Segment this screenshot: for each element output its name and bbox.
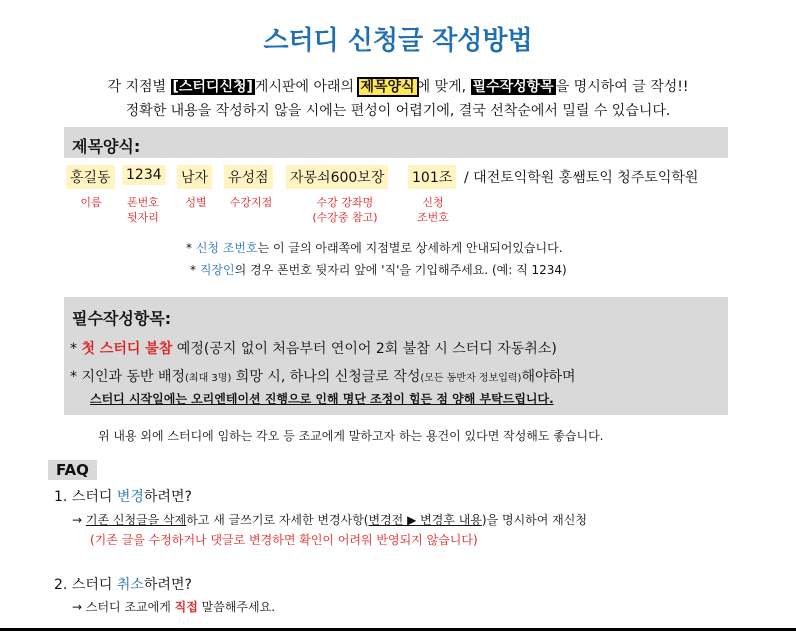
- faq-question-cancel: 2. 스터디 취소하려면?: [54, 577, 192, 593]
- intro-line-2: 정확한 내용을 작성하지 않을 시에는 편성이 어렵기에, 결국 선착순에서 밀릴 수 있습니다.: [125, 103, 671, 119]
- label-phone: 폰번호 뒷자리: [127, 196, 159, 224]
- bottom-divider: [0, 628, 796, 631]
- faq-answer-change-warning: (기존 글을 수정하거나 댓글로 변경하면 확인이 어려워 반영되지 않습니다): [90, 533, 478, 547]
- required-heading: 필수작성항목:: [72, 309, 172, 328]
- required-item-2: * 지인과 동반 배정(최대 3명) 희망 시, 하나의 신청글로 작성(모든 동반자 정보입력)해야하며: [70, 369, 576, 385]
- required-highlight: 필수작성항목: [472, 79, 554, 95]
- faq-question-change: 1. 스터디 변경하려면?: [54, 489, 192, 505]
- label-branch: 수강지점: [229, 196, 273, 209]
- label-gender: 성별: [185, 196, 207, 209]
- required-item-2-note: 스터디 시작일에는 오리엔테이션 진행으로 인해 명단 조정이 힘든 점 양해 부탁드립니다.: [90, 392, 554, 406]
- board-name: [스터디신청]: [172, 79, 253, 95]
- faq-answer-change: → 기존 신청글을 삭제하고 새 글쓰기로 자세한 변경사항(변경전 ▶ 변경후 내용)을 명시하여 재신청: [72, 513, 587, 527]
- format-highlight: 제목양식: [360, 79, 415, 95]
- chip-name: 홍길동: [66, 165, 115, 189]
- chip-course: 자몽쇠600보장: [286, 165, 388, 189]
- label-name: 이름: [80, 196, 102, 209]
- note-worker: * 직장인의 경우 폰번호 뒷자리 앞에 '직'을 기입해주세요. (예: 직 1234): [190, 263, 567, 277]
- chip-phone: 1234: [122, 165, 166, 185]
- format-box: [64, 127, 728, 158]
- faq-answer-cancel: → 스터디 조교에게 직접 말씀해주세요.: [72, 600, 276, 614]
- format-tail: / 대전토익학원 홍쌤토익 청주토익학원: [464, 170, 699, 186]
- required-item-1: * 첫 스터디 불참 예정(공지 없이 처음부터 연이어 2회 불참 시 스터디 자동취소): [70, 341, 557, 357]
- page-title: 스터디 신청글 작성방법: [263, 26, 533, 56]
- chip-group: 101조: [408, 165, 456, 189]
- intro-line-1: 각 지점별 [스터디신청] 게시판에 아래의 제목양식 에 맞게, 필수작성항목 을 명시하여 글 작성!!: [107, 79, 689, 95]
- format-heading: 제목양식:: [72, 137, 141, 156]
- note-group-number: * 신청 조번호는 이 글의 아래쪽에 지점별로 상세하게 안내되어있습니다.: [186, 241, 563, 255]
- chip-branch: 유성점: [224, 165, 273, 189]
- label-group: 신청 조번호: [417, 196, 449, 224]
- extra-note: 위 내용 외에 스터디에 임하는 각오 등 조교에게 말하고자 하는 용건이 있다면 작성해도 좋습니다.: [98, 429, 604, 443]
- faq-heading: FAQ: [48, 460, 97, 480]
- label-course: 수강 강좌명 (수강중 참고): [312, 196, 378, 224]
- chip-gender: 남자: [177, 165, 212, 189]
